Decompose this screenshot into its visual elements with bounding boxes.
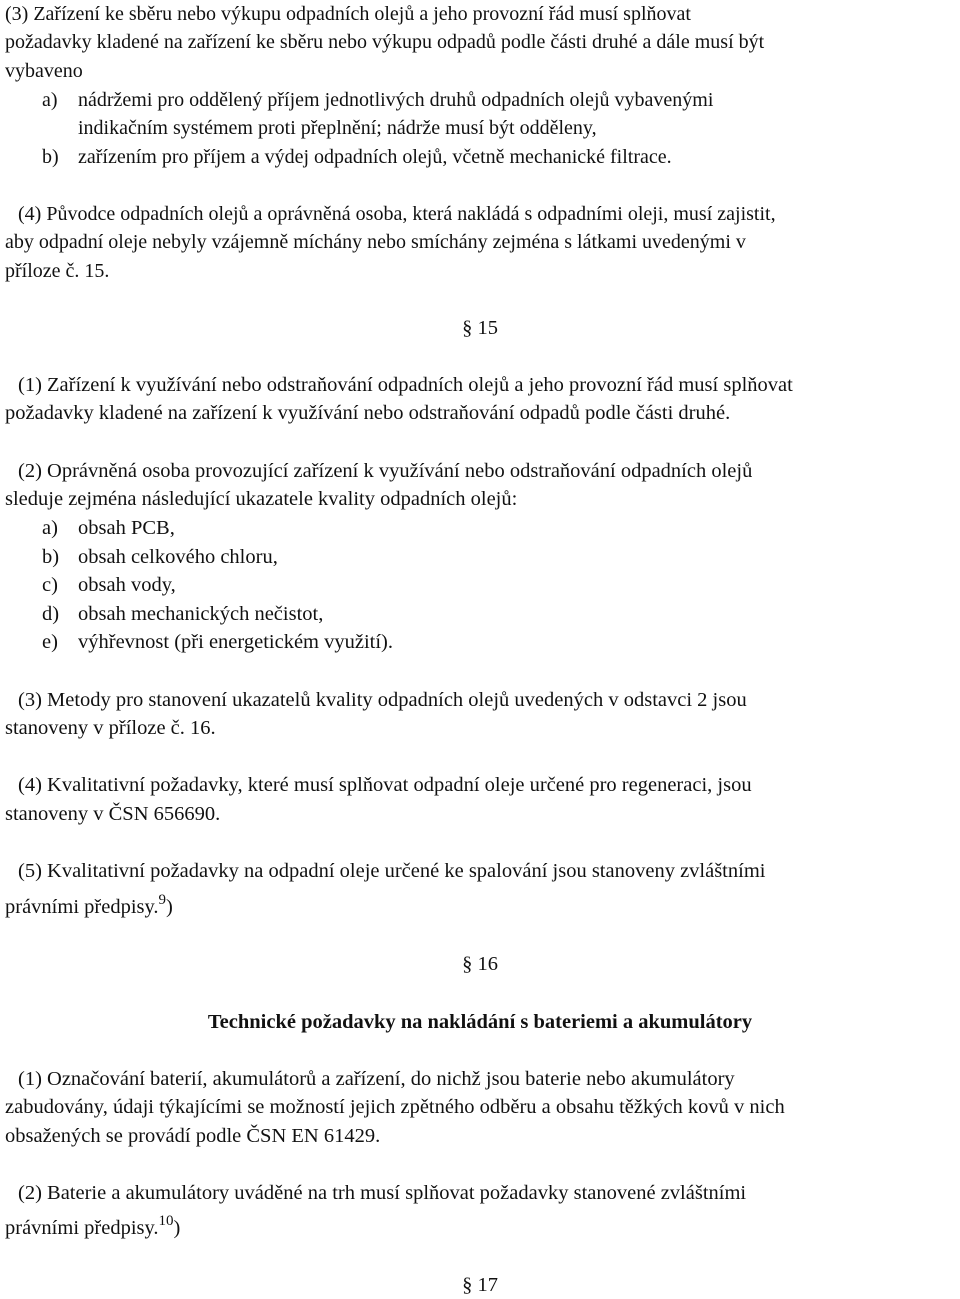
list-label: c) [42, 574, 58, 596]
text-line: vybaveno [5, 60, 83, 82]
text-line: (4) Původce odpadních olejů a oprávněná osoba, která nakládá s odpadními oleji, musí zajistit, [18, 203, 776, 225]
text-fragment: právními předpisy. [5, 896, 159, 918]
text-line: (4) Kvalitativní požadavky, které musí splňovat odpadní oleje určené pro regeneraci, jsou [18, 774, 752, 796]
list-item [42, 571, 176, 599]
list-text: zařízením pro příjem a výdej odpadních olejů, včetně mechanické filtrace. [78, 146, 672, 168]
footnote-ref[interactable]: 9 [158, 892, 167, 908]
text-line: sleduje zejména následující ukazatele kvality odpadních olejů: [5, 488, 518, 510]
section-heading-15: § 15 [462, 317, 498, 339]
text-line: požadavky kladené na zařízení ke sběru nebo výkupu odpadů podle části druhé a dále musí být [5, 31, 765, 53]
text-line: (2) Oprávněná osoba provozující zařízení k využívání nebo odstraňování odpadních olejů [18, 460, 753, 482]
section-title: Technické požadavky na nakládání s bateriemi a akumulátory [207, 1011, 753, 1033]
text-line: stanoveny v příloze č. 16. [5, 717, 216, 739]
text-fragment: ) [173, 1217, 181, 1239]
list-label: e) [42, 631, 58, 653]
text-line: zabudovány, údaji týkajícími se možností jejich zpětného odběru a obsahu těžkých kovů v nich [5, 1096, 785, 1118]
list-item [42, 600, 323, 628]
list-item [42, 514, 175, 542]
text-fragment: právními předpisy. [5, 1217, 159, 1239]
list-label: a) [42, 517, 58, 539]
text-line: obsažených se provádí podle ČSN EN 61429. [5, 1125, 381, 1147]
text-line: indikačním systémem proti přeplnění; nádrže musí být odděleny, [78, 117, 597, 139]
text-line: aby odpadní oleje nebyly vzájemně míchány nebo smíchány zejména s látkami uvedenými v [5, 231, 746, 253]
text-line: (1) Zařízení k využívání nebo odstraňování odpadních olejů a jeho provozní řád musí splňovat [18, 374, 793, 396]
list-label: b) [42, 146, 59, 168]
list-label: d) [42, 603, 60, 625]
text-line: požadavky kladené na zařízení k využívání nebo odstraňování odpadů podle části druhé. [5, 402, 731, 424]
text-line [5, 1214, 180, 1242]
list-label: a) [42, 89, 58, 111]
text-line: stanoveny v ČSN 656690. [5, 803, 221, 825]
list-item [42, 628, 393, 656]
list-text: nádržemi pro oddělený příjem jednotlivých druhů odpadních olejů vybavenými [78, 89, 714, 111]
text-line: příloze č. 15. [5, 260, 110, 282]
text-line: (3) Zařízení ke sběru nebo výkupu odpadních olejů a jeho provozní řád musí splňovat [5, 3, 691, 25]
list-text: obsah mechanických nečistot, [78, 603, 324, 625]
section-heading-17: § 17 [462, 1274, 498, 1296]
text-line: (2) Baterie a akumulátory uváděné na trh musí splňovat požadavky stanovené zvláštními [18, 1182, 747, 1204]
text-fragment: ) [166, 896, 173, 918]
text-line [5, 893, 173, 921]
list-item [42, 543, 278, 571]
section-heading-16: § 16 [462, 953, 498, 975]
text-line: (1) Označování baterií, akumulátorů a zařízení, do nichž jsou baterie nebo akumulátory [18, 1068, 735, 1090]
list-item [42, 86, 713, 114]
list-item [42, 143, 672, 171]
list-text: obsah PCB, [78, 517, 175, 539]
text-line: (5) Kvalitativní požadavky na odpadní oleje určené ke spalování jsou stanoveny zvláštními [18, 860, 766, 882]
list-text: obsah vody, [78, 574, 176, 596]
text-line: (3) Metody pro stanovení ukazatelů kvality odpadních olejů uvedených v odstavci 2 jsou [18, 689, 747, 711]
list-text: obsah celkového chloru, [78, 546, 278, 568]
list-label: b) [42, 546, 60, 568]
footnote-ref[interactable]: 10 [158, 1213, 174, 1229]
list-text: výhřevnost (při energetickém využití). [78, 631, 393, 653]
